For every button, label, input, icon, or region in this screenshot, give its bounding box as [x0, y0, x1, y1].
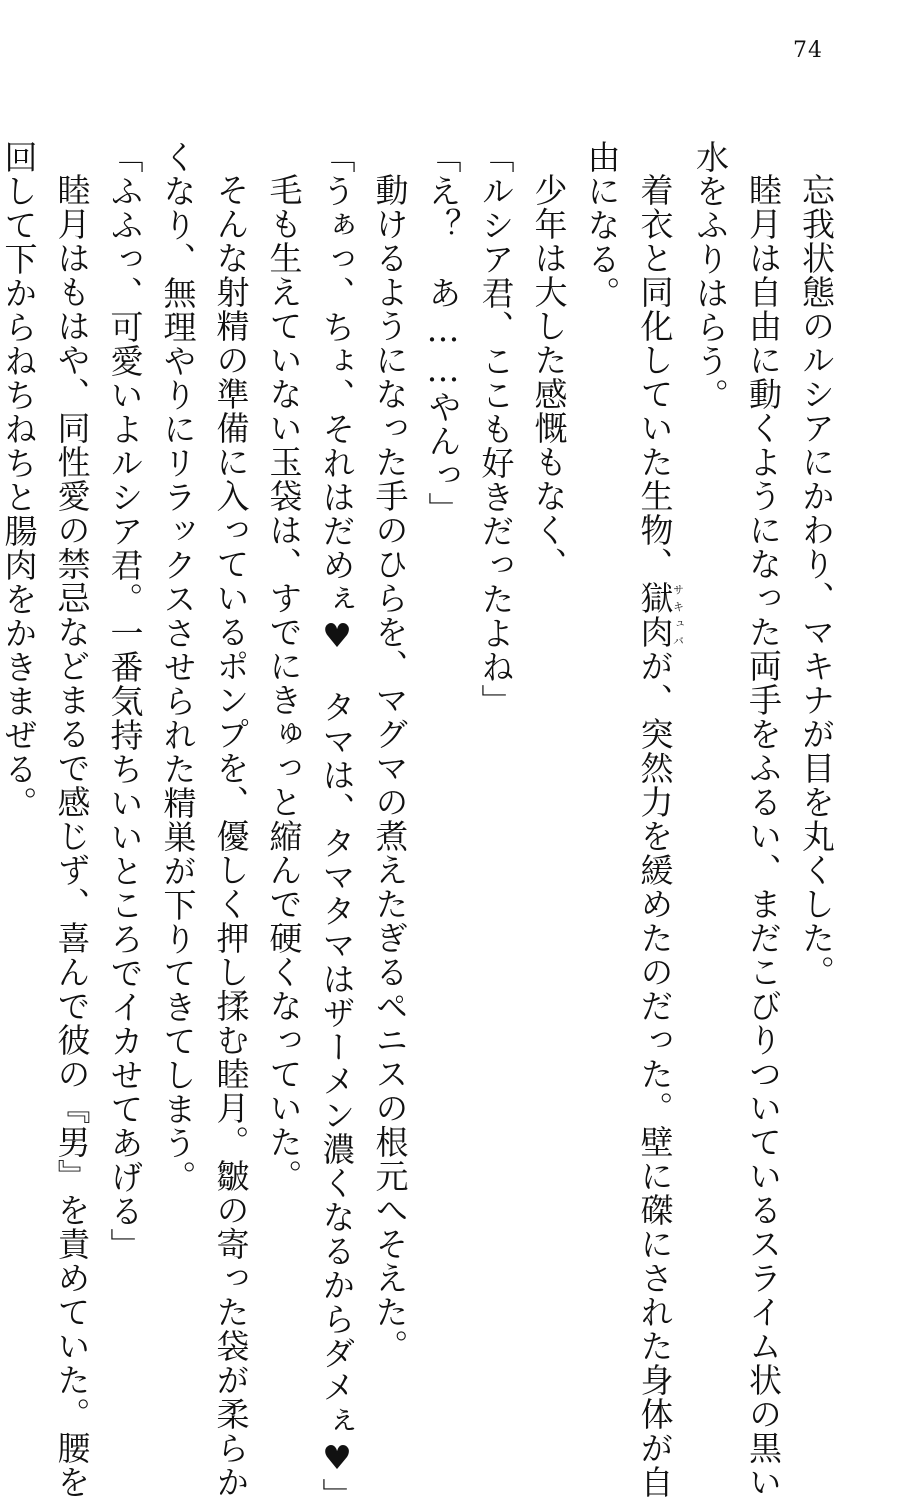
text-line: 忘我状態のルシアにかわり、マキナが目を丸くした。 — [797, 173, 836, 989]
text-segment: 着衣と同化していた生物、 — [635, 173, 675, 581]
text-line: 睦月は自由に動くようになった両手をふるい、まだこびりついているスライム状の黒い — [744, 173, 783, 1499]
text-line: 「うぁっ、ちょ、それはだめぇ♥ タマは、タマタマはザーメン濃くなるからダメぇ♥」 — [317, 140, 357, 1512]
text-line: 回して下からねちねちと腸肉をかきまぜる。 — [0, 140, 39, 820]
ruby-base: 獄肉 — [635, 581, 675, 649]
text-line: 睦月はもはや、同性愛の禁忌などまるで感じず、喜んで彼の『男』を責めていた。腰を — [52, 173, 92, 1499]
text-segment: が、突然力を緩めたのだった。壁に磔にされた身体が自 — [635, 649, 675, 1499]
text-line: 少年は大した感慨もなく、 — [529, 173, 569, 581]
page-number: 74 — [793, 38, 823, 63]
text-line: 動けるようになった手のひらを、マグマの煮えたぎるペニスの根元へそえた。 — [370, 173, 410, 1363]
ruby-word — [635, 581, 685, 649]
text-line: 「ルシア君、ここも好きだったよね」 — [476, 140, 516, 718]
text-line: 由になる。 — [582, 140, 622, 310]
text-line: 「え？ あ……やんっ」 — [423, 140, 463, 526]
text-line: 毛も生えていない玉袋は、すでにきゅっと縮んで硬くなっていた。 — [264, 173, 304, 1193]
text-line: 水をふりはらう。 — [691, 140, 730, 412]
text-line: そんな射精の準備に入っているポンプを、優しく押し揉む睦月。皺の寄った袋が柔らか — [211, 173, 251, 1499]
ruby-reading: サキュバ — [671, 581, 685, 649]
body-text — [0, 140, 843, 1512]
text-line — [629, 140, 685, 1499]
text-line: くなり、無理やりにリラックスさせられた精巣が下りてきてしまう。 — [158, 140, 198, 1194]
text-line: 「ふふっ、可愛いよルシア君。一番気持ちいいところでイカせてあげる」 — [105, 140, 145, 1262]
